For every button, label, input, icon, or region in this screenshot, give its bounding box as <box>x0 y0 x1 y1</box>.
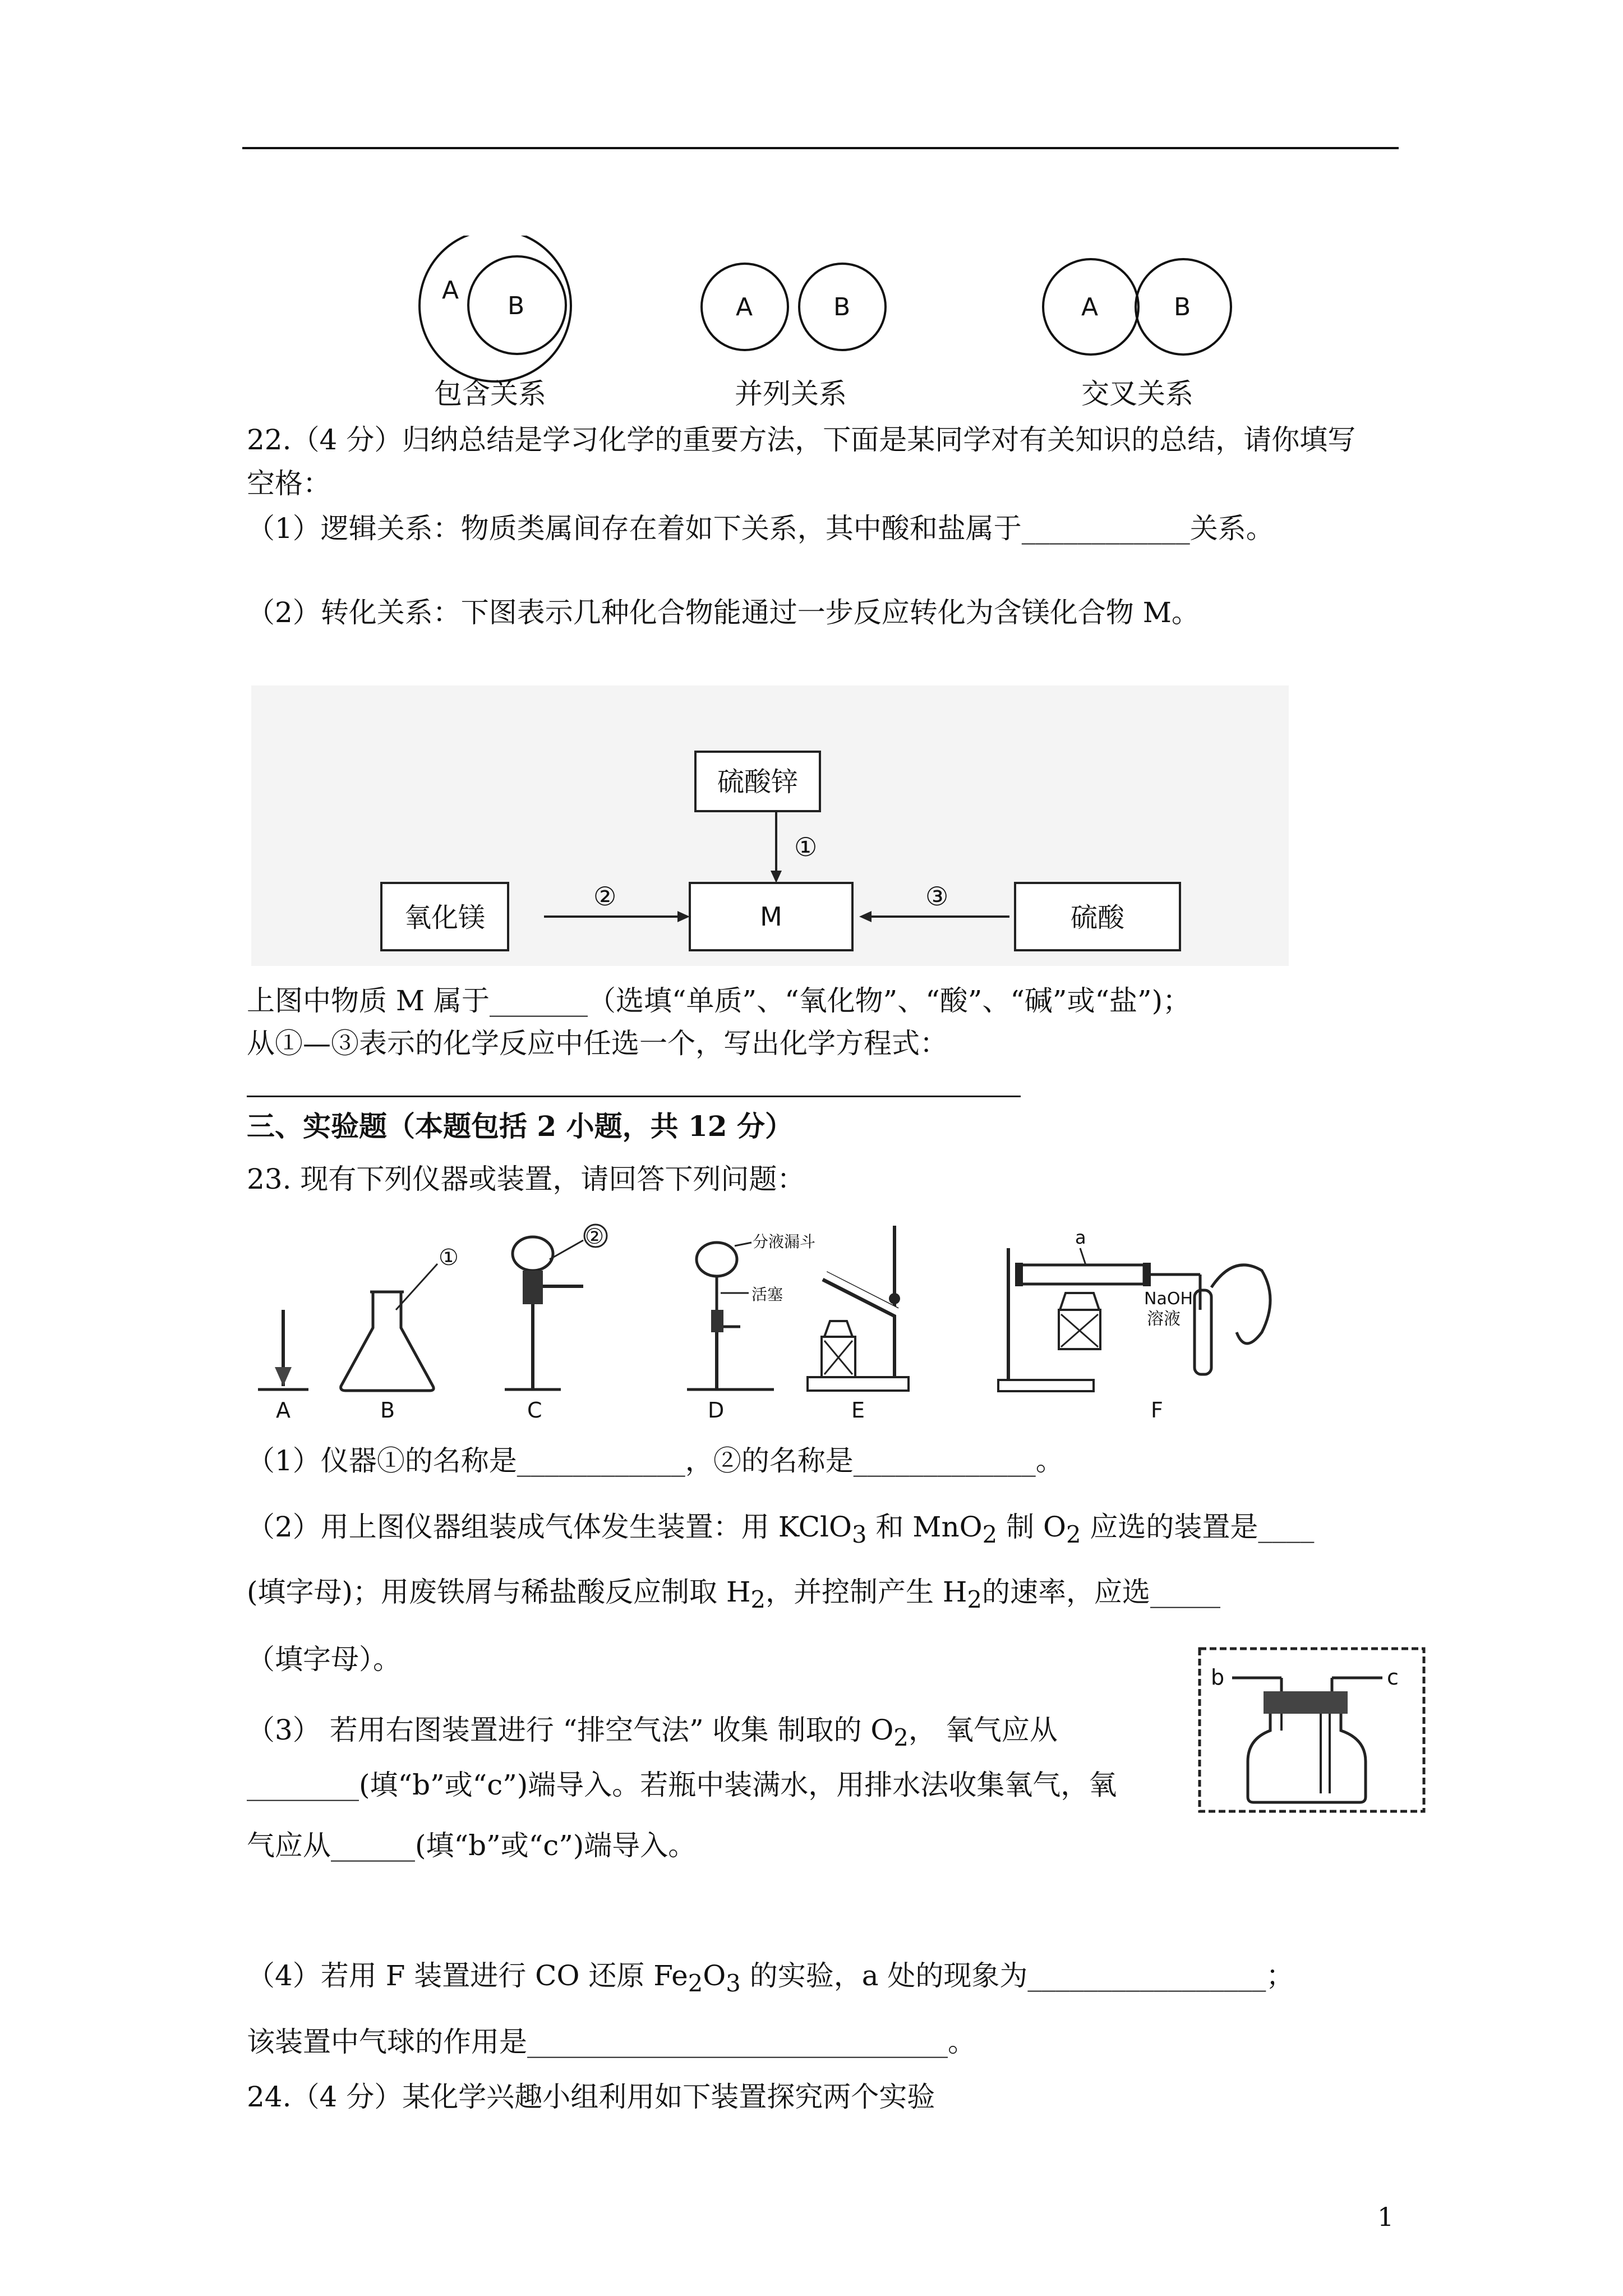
venn-inclusion-b: B <box>508 292 525 320</box>
q23-p4a-sub1: 2 <box>688 1970 703 1997</box>
q23-p2-sub2: 2 <box>982 1521 998 1548</box>
q22-line1: 22.（4 分）归纳总结是学习化学的重要方法，下面是某同学对有关知识的总结，请你填写 <box>247 424 1356 456</box>
flow-diagram <box>251 685 1289 966</box>
venn-inclusion <box>419 236 571 381</box>
apparatus-a <box>258 1310 308 1423</box>
venn-intersect-b: B <box>1174 293 1191 321</box>
q23-p3b: ________(填“b”或“c”)端导入。若瓶中装满水，用排水法收集氧气，氧 <box>247 1769 1117 1801</box>
venn-intersect-a: A <box>1081 293 1099 321</box>
flow-right-label: 硫酸 <box>1070 902 1125 933</box>
apparatus-d-label: D <box>708 1398 725 1423</box>
venn-parallel-caption: 并列关系 <box>735 378 847 410</box>
q23-p3a <box>247 1712 1058 1756</box>
q23-p2-post: 应选的装置是____ <box>1081 1511 1315 1543</box>
venn-intersect-caption: 交叉关系 <box>1081 378 1193 410</box>
venn-inclusion-caption: 包含关系 <box>434 378 546 410</box>
q23-p1 <box>247 1443 1064 1479</box>
q24-line: 24.（4 分）某化学兴趣小组利用如下装置探究两个实验 <box>247 2081 935 2113</box>
q23-p4a-mid: O <box>703 1959 726 1992</box>
q23-p1-post: 的名称是_____________。 <box>741 1444 1064 1477</box>
section3-title: 三、实验题（本题包括 2 小题，共 12 分） <box>247 1110 793 1143</box>
q23-p4b: 该装置中气球的作用是______________________________。 <box>247 2026 976 2058</box>
answer-line[interactable] <box>247 1096 1021 1097</box>
page-number: 1 <box>1377 2202 1394 2232</box>
bottle-label-b: b <box>1211 1665 1225 1690</box>
q23-p3c: 气应从______(填“b”或“c”)端导入。 <box>247 1829 697 1862</box>
q23-p4a <box>247 1958 1294 2001</box>
flow-top-label: 硫酸锌 <box>717 766 799 798</box>
flow-step2: ② <box>593 881 617 912</box>
flow-step3: ③ <box>925 881 949 912</box>
q23-p4a-sub2: 3 <box>726 1970 741 1997</box>
bottle-label-c: c <box>1387 1665 1399 1690</box>
apparatus-f-label: F <box>1151 1398 1163 1423</box>
apparatus-d-funnel: 分液漏斗 <box>753 1232 816 1251</box>
apparatus-c <box>505 1224 607 1423</box>
venn-intersect <box>1043 259 1231 355</box>
apparatus-e <box>808 1226 909 1423</box>
q22-p2: （2）转化关系：下图表示几种化合物能通过一步反应转化为含镁化合物 M。 <box>247 596 1200 629</box>
apparatus-c-mark2: ② <box>585 1224 605 1249</box>
q23-p2b-pre: (填字母)；用废铁屑与稀盐酸反应制取 H <box>247 1576 751 1608</box>
apparatus-a-label: A <box>276 1398 291 1423</box>
q22-p3: 上图中物质 M 属于_______（选填“单质”、“氧化物”、“酸”、“碱”或“盐”)； <box>247 984 1191 1017</box>
q23-p2-pre: （2）用上图仪器组装成气体发生装置：用 KClO <box>247 1511 852 1543</box>
q23-intro: 23. 现有下列仪器或装置，请回答下列问题： <box>247 1163 805 1195</box>
q23-p3a-pre: （3） 若用右图装置进行 “排空气法” 收集 制取的 O <box>247 1714 894 1746</box>
apparatus-e-label: E <box>851 1398 865 1423</box>
apparatus-b-label: B <box>380 1398 395 1423</box>
q23-p2-sub2b: 2 <box>1066 1521 1081 1548</box>
q23-p1-mark1: ① <box>376 1444 405 1477</box>
flow-step1: ① <box>794 832 818 862</box>
flow-left-label: 氧化镁 <box>404 902 486 933</box>
q23-p2 <box>247 1509 1314 1553</box>
apparatus-f-a: a <box>1075 1227 1086 1248</box>
q23-p1-pre: （1）仪器 <box>247 1444 377 1477</box>
q23-p4a-post: 的实验，a 处的现象为_________________； <box>740 1959 1294 1992</box>
q23-p2b <box>247 1574 1220 1618</box>
q23-p1-mid: 的名称是____________， <box>404 1444 713 1477</box>
q22-p4: 从①—③表示的化学反应中任选一个，写出化学方程式： <box>247 1027 948 1060</box>
q22-line2: 空格： <box>247 467 331 500</box>
apparatus-d <box>687 1232 815 1423</box>
venn-parallel-b: B <box>833 293 851 321</box>
q23-p2c: （填字母）。 <box>247 1643 401 1676</box>
q23-p3a-post: ， 氧气应从 <box>908 1714 1058 1746</box>
venn-inclusion-a: A <box>442 276 459 305</box>
apparatus-c-label: C <box>527 1398 542 1423</box>
q23-p2b-mid: ，并控制产生 H <box>766 1576 967 1608</box>
apparatus-b-mark1: ① <box>439 1245 459 1271</box>
apparatus-f-solution: 溶液 <box>1147 1309 1181 1329</box>
apparatus-b <box>341 1245 459 1423</box>
q23-p2b-sub2: 2 <box>967 1586 983 1613</box>
apparatus-f <box>998 1227 1270 1423</box>
gas-bottle-figure <box>1197 1646 1427 1815</box>
header-rule <box>242 147 1399 149</box>
apparatus-d-stopcock: 活塞 <box>751 1285 783 1304</box>
venn-parallel <box>702 264 886 350</box>
q23-p2-mid1: 和 MnO <box>866 1511 983 1543</box>
flow-center-label: M <box>760 901 782 932</box>
apparatus-figure <box>247 1220 1312 1428</box>
q23-p4a-pre: （4）若用 F 装置进行 CO 还原 Fe <box>247 1959 688 1992</box>
q23-p2-sub3: 3 <box>851 1521 867 1548</box>
q23-p2b-sub: 2 <box>750 1586 766 1613</box>
q23-p2b-post: 的速率，应选_____ <box>982 1576 1221 1608</box>
q23-p3a-sub: 2 <box>893 1724 909 1751</box>
apparatus-f-naoh: NaOH <box>1144 1289 1193 1309</box>
q23-p2-mid2: 制 O <box>997 1511 1066 1543</box>
q23-p1-mark2: ② <box>713 1444 741 1477</box>
q22-p1: （1）逻辑关系：物质类属间存在着如下关系，其中酸和盐属于____________关系。 <box>247 512 1274 545</box>
venn-parallel-a: A <box>736 293 753 321</box>
